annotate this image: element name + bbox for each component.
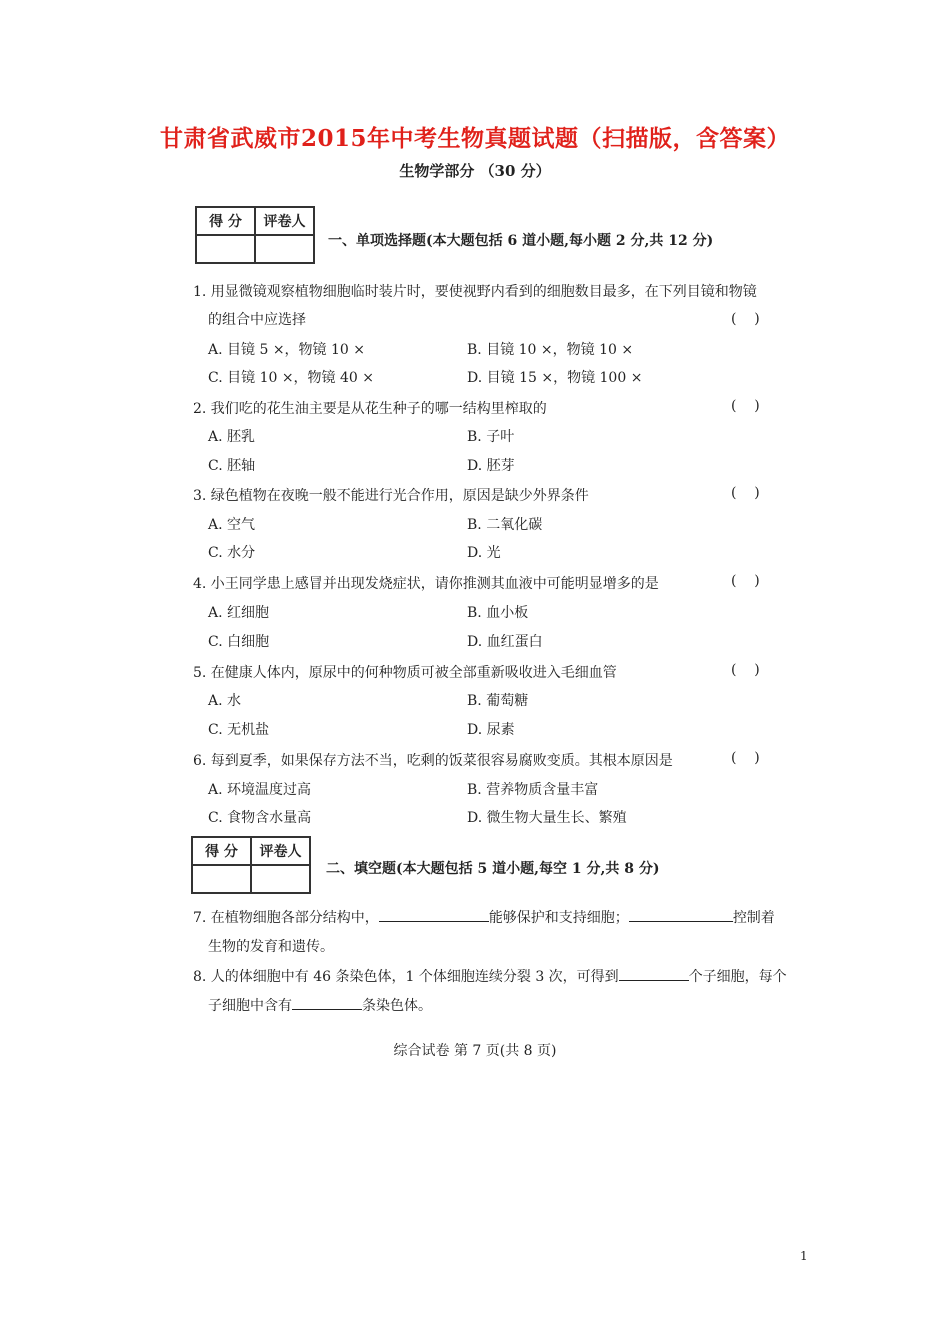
question-7-line2: 生物的发育和遗传。 — [208, 939, 334, 955]
question-6-option-a: A. 环境温度过高 — [208, 782, 312, 798]
question-6-option-d: D. 微生物大量生长、繁殖 — [467, 810, 627, 826]
page-footer: 综合试卷 第 7 页(共 8 页) — [393, 1043, 557, 1059]
question-3-option-a: A. 空气 — [208, 517, 256, 533]
question-7-line1 — [193, 907, 775, 927]
section1-heading: 一、单项选择题(本大题包括 6 道小题,每小题 2 分,共 12 分) — [328, 233, 714, 249]
document-title: 甘肃省武威市2015年中考生物真题试题（扫描版，含答案） — [159, 125, 790, 152]
question-4-option-a: A. 红细胞 — [208, 605, 270, 621]
question-5-option-d: D. 尿素 — [467, 722, 515, 738]
question-3-option-c: C. 水分 — [208, 545, 256, 561]
question-7-blank-2[interactable] — [629, 907, 733, 922]
score-cell — [192, 865, 251, 893]
question-5-option-c: C. 无机盐 — [208, 722, 270, 738]
question-3-line1: 3. 绿色植物在夜晚一般不能进行光合作用，原因是缺少外界条件 — [193, 488, 589, 504]
question-8-blank-2[interactable] — [292, 995, 362, 1010]
question-6-option-b: B. 营养物质含量丰富 — [467, 782, 599, 798]
question-2-option-c: C. 胚轴 — [208, 458, 256, 474]
question-8-blank-1[interactable] — [619, 966, 689, 981]
section2-heading: 二、填空题(本大题包括 5 道小题,每空 1 分,共 8 分) — [326, 861, 660, 877]
question-7-text-1: 7. 在植物细胞各部分结构中， — [193, 910, 379, 926]
question-5-answer-paren: ( ) — [731, 662, 760, 678]
question-4-line1: 4. 小王同学患上感冒并出现发烧症状，请你推测其血液中可能明显增多的是 — [193, 576, 659, 592]
question-1-option-b: B. 目镜 10 ×，物镜 10 × — [467, 342, 634, 358]
question-6-line1: 6. 每到夏季，如果保存方法不当，吃剩的饭菜很容易腐败变质。其根本原因是 — [193, 753, 673, 769]
question-4-answer-paren: ( ) — [731, 573, 760, 589]
question-1-answer-paren: ( ) — [731, 311, 760, 327]
question-8-text-4: 条染色体。 — [362, 998, 432, 1014]
grader-label: 评卷人 — [251, 837, 310, 865]
question-1-option-c: C. 目镜 10 ×，物镜 40 × — [208, 370, 375, 386]
question-8-line2 — [208, 995, 432, 1015]
question-6-answer-paren: ( ) — [731, 750, 760, 766]
question-7-text-2: 能够保护和支持细胞； — [488, 910, 629, 926]
grader-label: 评卷人 — [255, 207, 314, 235]
grader-cell — [255, 235, 314, 263]
question-2-option-a: A. 胚乳 — [208, 429, 256, 445]
score-label: 得 分 — [196, 207, 255, 235]
question-2-option-b: B. 子叶 — [467, 429, 515, 445]
question-7-blank-1[interactable] — [379, 907, 489, 922]
question-8-text-2: 个子细胞，每个 — [688, 969, 787, 985]
question-3-option-d: D. 光 — [467, 545, 501, 561]
question-8-text-1: 8. 人的体细胞中有 46 条染色体，1 个体细胞连续分裂 3 次，可得到 — [193, 969, 619, 985]
question-1-option-d: D. 目镜 15 ×，物镜 100 × — [467, 370, 643, 386]
section-subtitle: 生物学部分 （30 分） — [399, 162, 551, 180]
question-7-text-3: 控制着 — [732, 910, 775, 926]
question-5-option-b: B. 葡萄糖 — [467, 693, 529, 709]
question-1-option-a: A. 目镜 5 ×，物镜 10 × — [208, 342, 365, 358]
question-4-option-d: D. 血红蛋白 — [467, 634, 543, 650]
question-2-line1: 2. 我们吃的花生油主要是从花生种子的哪一结构里榨取的 — [193, 401, 547, 417]
question-1-line1: 1. 用显微镜观察植物细胞临时装片时，要使视野内看到的细胞数目最多，在下列目镜和物镜 — [193, 284, 757, 300]
question-5-line1: 5. 在健康人体内，原尿中的何种物质可被全部重新吸收进入毛细血管 — [193, 665, 617, 681]
grader-cell — [251, 865, 310, 893]
score-box-2 — [191, 836, 311, 894]
question-4-option-c: C. 白细胞 — [208, 634, 270, 650]
question-8-line1 — [193, 966, 787, 986]
score-box-1 — [195, 206, 315, 264]
question-1-line2: 的组合中应选择 — [208, 312, 306, 328]
question-3-option-b: B. 二氧化碳 — [467, 517, 543, 533]
question-3-answer-paren: ( ) — [731, 485, 760, 501]
score-cell — [196, 235, 255, 263]
question-5-option-a: A. 水 — [208, 693, 242, 709]
question-2-answer-paren: ( ) — [731, 398, 760, 414]
question-2-option-d: D. 胚芽 — [467, 458, 515, 474]
score-label: 得 分 — [192, 837, 251, 865]
question-4-option-b: B. 血小板 — [467, 605, 529, 621]
question-8-text-3: 子细胞中含有 — [208, 998, 292, 1014]
page-number: 1 — [800, 1249, 808, 1263]
question-6-option-c: C. 食物含水量高 — [208, 810, 312, 826]
